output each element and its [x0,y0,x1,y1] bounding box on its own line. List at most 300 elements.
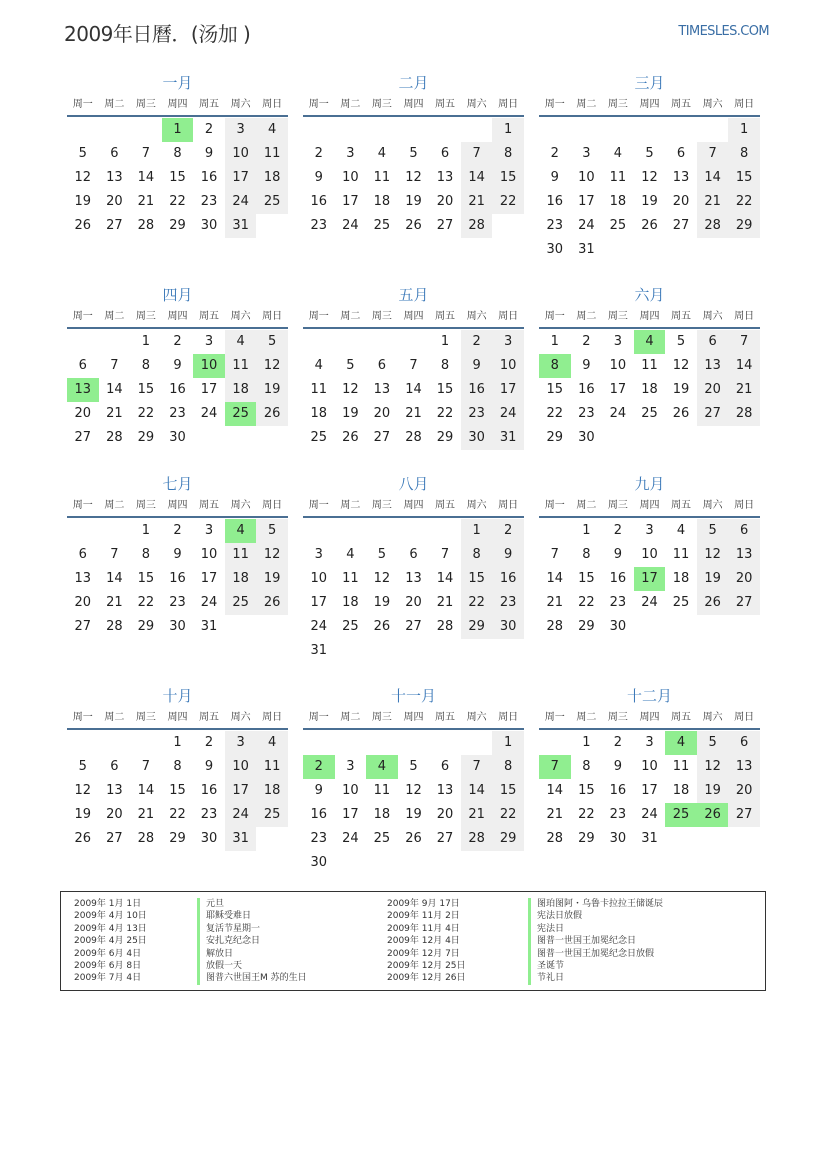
day-cell[interactable]: 8 [141,358,151,373]
day-cell[interactable]: 21 [728,378,760,402]
day-cell[interactable]: 8 [461,543,493,567]
day-cell[interactable]: 10 [492,354,524,378]
day-cell[interactable]: 25 [310,430,328,445]
day-cell[interactable]: 7 [110,547,119,562]
day-cell[interactable]: 8 [141,547,151,562]
day-cell[interactable]: 10 [342,170,359,185]
holiday-day-cell[interactable]: 13 [67,378,99,402]
day-cell[interactable]: 20 [74,595,92,610]
day-cell[interactable]: 18 [373,194,391,209]
day-cell[interactable]: 14 [106,382,123,397]
day-cell[interactable]: 7 [728,330,760,354]
day-cell[interactable]: 24 [225,803,257,827]
day-cell[interactable]: 5 [256,330,288,354]
day-cell[interactable]: 31 [200,619,218,634]
day-cell[interactable]: 20 [405,595,422,610]
day-cell[interactable]: 14 [137,783,155,798]
day-cell[interactable]: 2 [173,334,182,349]
day-cell[interactable]: 9 [550,170,559,185]
day-cell[interactable]: 17 [200,382,218,397]
day-cell[interactable]: 25 [256,190,288,214]
day-cell[interactable]: 3 [314,547,323,562]
day-cell[interactable]: 10 [200,547,218,562]
holiday-day-cell[interactable]: 26 [697,803,729,827]
day-cell[interactable]: 29 [728,214,760,238]
day-cell[interactable]: 11 [225,354,257,378]
day-cell[interactable]: 20 [728,779,760,803]
day-cell[interactable]: 16 [609,571,627,586]
day-cell[interactable]: 12 [74,783,92,798]
day-cell[interactable]: 16 [578,382,595,397]
day-cell[interactable]: 12 [74,170,92,185]
day-cell[interactable]: 6 [440,146,450,161]
day-cell[interactable]: 9 [173,547,182,562]
day-cell[interactable]: 27 [373,430,391,445]
day-cell[interactable]: 16 [310,807,328,822]
day-cell[interactable]: 1 [492,731,524,755]
day-cell[interactable]: 15 [578,571,595,586]
day-cell[interactable]: 11 [373,170,391,185]
day-cell[interactable]: 24 [200,595,218,610]
day-cell[interactable]: 19 [256,378,288,402]
day-cell[interactable]: 16 [492,567,524,591]
day-cell[interactable]: 10 [310,571,328,586]
day-cell[interactable]: 28 [546,619,564,634]
day-cell[interactable]: 26 [405,218,422,233]
day-cell[interactable]: 6 [409,547,418,562]
day-cell[interactable]: 30 [546,242,564,257]
day-cell[interactable]: 27 [728,803,760,827]
holiday-day-cell[interactable]: 4 [225,519,257,543]
day-cell[interactable]: 28 [405,430,422,445]
day-cell[interactable]: 22 [137,595,155,610]
day-cell[interactable]: 7 [697,142,729,166]
day-cell[interactable]: 1 [141,334,151,349]
day-cell[interactable]: 17 [200,571,218,586]
day-cell[interactable]: 8 [582,547,591,562]
day-cell[interactable]: 24 [342,831,359,846]
day-cell[interactable]: 6 [78,547,87,562]
day-cell[interactable]: 21 [405,406,422,421]
day-cell[interactable]: 12 [697,755,729,779]
day-cell[interactable]: 16 [200,170,218,185]
day-cell[interactable]: 27 [728,591,760,615]
day-cell[interactable]: 21 [436,595,454,610]
day-cell[interactable]: 19 [373,595,391,610]
day-cell[interactable]: 18 [672,571,690,586]
day-cell[interactable]: 11 [672,547,690,562]
day-cell[interactable]: 28 [728,402,760,426]
day-cell[interactable]: 31 [225,827,257,851]
day-cell[interactable]: 19 [405,194,422,209]
day-cell[interactable]: 14 [436,571,454,586]
day-cell[interactable]: 6 [728,519,760,543]
day-cell[interactable]: 27 [106,218,123,233]
day-cell[interactable]: 14 [728,354,760,378]
day-cell[interactable]: 13 [672,170,690,185]
day-cell[interactable]: 20 [697,378,729,402]
day-cell[interactable]: 4 [256,118,288,142]
day-cell[interactable]: 13 [436,170,454,185]
holiday-day-cell[interactable]: 8 [539,354,571,378]
day-cell[interactable]: 20 [436,194,454,209]
day-cell[interactable]: 29 [137,619,155,634]
day-cell[interactable]: 10 [342,783,359,798]
day-cell[interactable]: 18 [373,807,391,822]
day-cell[interactable]: 28 [461,214,493,238]
day-cell[interactable]: 3 [645,735,654,750]
day-cell[interactable]: 16 [546,194,564,209]
day-cell[interactable]: 17 [492,378,524,402]
day-cell[interactable]: 19 [697,567,729,591]
day-cell[interactable]: 14 [461,779,493,803]
day-cell[interactable]: 2 [550,146,559,161]
day-cell[interactable]: 13 [106,170,123,185]
day-cell[interactable]: 19 [256,567,288,591]
holiday-day-cell[interactable]: 4 [634,330,666,354]
day-cell[interactable]: 22 [492,803,524,827]
day-cell[interactable]: 15 [137,382,155,397]
holiday-day-cell[interactable]: 1 [162,118,194,142]
day-cell[interactable]: 21 [106,595,123,610]
day-cell[interactable]: 1 [728,118,760,142]
day-cell[interactable]: 27 [436,218,454,233]
day-cell[interactable]: 2 [314,146,323,161]
day-cell[interactable]: 6 [697,330,729,354]
day-cell[interactable]: 24 [641,807,658,822]
day-cell[interactable]: 2 [582,334,591,349]
day-cell[interactable]: 14 [697,166,729,190]
day-cell[interactable]: 3 [204,334,214,349]
day-cell[interactable]: 20 [74,406,92,421]
day-cell[interactable]: 21 [461,190,493,214]
day-cell[interactable]: 22 [169,194,186,209]
day-cell[interactable]: 15 [492,779,524,803]
day-cell[interactable]: 3 [582,146,591,161]
day-cell[interactable]: 27 [106,831,123,846]
day-cell[interactable]: 3 [204,523,214,538]
day-cell[interactable]: 28 [461,827,493,851]
day-cell[interactable]: 31 [641,831,658,846]
day-cell[interactable]: 28 [137,831,155,846]
day-cell[interactable]: 12 [256,543,288,567]
day-cell[interactable]: 28 [546,831,564,846]
day-cell[interactable]: 29 [578,831,595,846]
day-cell[interactable]: 1 [173,735,182,750]
day-cell[interactable]: 30 [609,619,627,634]
day-cell[interactable]: 11 [373,783,391,798]
day-cell[interactable]: 14 [405,382,422,397]
day-cell[interactable]: 4 [377,146,387,161]
day-cell[interactable]: 17 [225,779,257,803]
day-cell[interactable]: 17 [342,807,359,822]
day-cell[interactable]: 8 [492,755,524,779]
day-cell[interactable]: 27 [697,402,729,426]
day-cell[interactable]: 8 [492,142,524,166]
day-cell[interactable]: 27 [74,619,92,634]
day-cell[interactable]: 31 [578,242,595,257]
day-cell[interactable]: 25 [373,831,391,846]
day-cell[interactable]: 25 [373,218,391,233]
day-cell[interactable]: 23 [169,595,186,610]
day-cell[interactable]: 14 [546,783,564,798]
day-cell[interactable]: 1 [461,519,493,543]
day-cell[interactable]: 13 [405,571,422,586]
day-cell[interactable]: 12 [373,571,391,586]
day-cell[interactable]: 15 [578,783,595,798]
day-cell[interactable]: 12 [641,170,658,185]
day-cell[interactable]: 5 [78,146,87,161]
day-cell[interactable]: 8 [173,759,182,774]
day-cell[interactable]: 11 [225,543,257,567]
day-cell[interactable]: 28 [697,214,729,238]
holiday-day-cell[interactable]: 7 [539,755,571,779]
day-cell[interactable]: 15 [492,166,524,190]
day-cell[interactable]: 29 [461,615,493,639]
day-cell[interactable]: 13 [728,543,760,567]
day-cell[interactable]: 26 [672,406,690,421]
day-cell[interactable]: 5 [645,146,654,161]
day-cell[interactable]: 17 [578,194,595,209]
day-cell[interactable]: 23 [609,595,627,610]
day-cell[interactable]: 3 [346,146,355,161]
day-cell[interactable]: 23 [461,402,493,426]
day-cell[interactable]: 23 [200,807,218,822]
day-cell[interactable]: 30 [609,831,627,846]
day-cell[interactable]: 18 [225,567,257,591]
day-cell[interactable]: 26 [373,619,391,634]
day-cell[interactable]: 24 [578,218,595,233]
day-cell[interactable]: 17 [310,595,328,610]
day-cell[interactable]: 26 [641,218,658,233]
day-cell[interactable]: 9 [613,547,623,562]
day-cell[interactable]: 16 [609,783,627,798]
day-cell[interactable]: 22 [169,807,186,822]
day-cell[interactable]: 17 [609,382,627,397]
day-cell[interactable]: 15 [436,382,454,397]
day-cell[interactable]: 4 [346,547,355,562]
day-cell[interactable]: 26 [697,591,729,615]
day-cell[interactable]: 19 [74,194,92,209]
day-cell[interactable]: 14 [106,571,123,586]
day-cell[interactable]: 22 [436,406,454,421]
day-cell[interactable]: 5 [697,731,729,755]
day-cell[interactable]: 9 [492,543,524,567]
day-cell[interactable]: 8 [728,142,760,166]
day-cell[interactable]: 11 [672,759,690,774]
day-cell[interactable]: 28 [106,430,123,445]
day-cell[interactable]: 12 [342,382,359,397]
day-cell[interactable]: 19 [405,807,422,822]
day-cell[interactable]: 23 [492,591,524,615]
day-cell[interactable]: 24 [492,402,524,426]
day-cell[interactable]: 13 [728,755,760,779]
day-cell[interactable]: 7 [440,547,450,562]
day-cell[interactable]: 15 [728,166,760,190]
day-cell[interactable]: 4 [314,358,323,373]
day-cell[interactable]: 23 [200,194,218,209]
day-cell[interactable]: 10 [609,358,627,373]
day-cell[interactable]: 4 [676,523,686,538]
day-cell[interactable]: 5 [346,358,355,373]
day-cell[interactable]: 12 [405,783,422,798]
day-cell[interactable]: 18 [641,382,658,397]
day-cell[interactable]: 29 [137,430,155,445]
day-cell[interactable]: 13 [106,783,123,798]
day-cell[interactable]: 6 [78,358,87,373]
day-cell[interactable]: 20 [106,807,123,822]
day-cell[interactable]: 5 [256,519,288,543]
day-cell[interactable]: 7 [461,755,493,779]
day-cell[interactable]: 30 [461,426,493,450]
day-cell[interactable]: 4 [613,146,623,161]
day-cell[interactable]: 24 [342,218,359,233]
day-cell[interactable]: 16 [200,783,218,798]
day-cell[interactable]: 16 [461,378,493,402]
day-cell[interactable]: 9 [204,759,214,774]
day-cell[interactable]: 26 [342,430,359,445]
day-cell[interactable]: 18 [342,595,359,610]
day-cell[interactable]: 17 [225,166,257,190]
day-cell[interactable]: 25 [672,595,690,610]
day-cell[interactable]: 24 [225,190,257,214]
day-cell[interactable]: 29 [169,831,186,846]
holiday-day-cell[interactable]: 25 [665,803,697,827]
day-cell[interactable]: 2 [461,330,493,354]
day-cell[interactable]: 5 [676,334,686,349]
day-cell[interactable]: 30 [310,855,328,870]
day-cell[interactable]: 30 [169,430,186,445]
day-cell[interactable]: 20 [672,194,690,209]
day-cell[interactable]: 28 [106,619,123,634]
day-cell[interactable]: 26 [256,591,288,615]
day-cell[interactable]: 19 [74,807,92,822]
day-cell[interactable]: 6 [110,759,119,774]
day-cell[interactable]: 4 [225,330,257,354]
day-cell[interactable]: 3 [225,731,257,755]
day-cell[interactable]: 22 [578,595,595,610]
day-cell[interactable]: 7 [550,547,559,562]
day-cell[interactable]: 12 [697,543,729,567]
day-cell[interactable]: 9 [461,354,493,378]
day-cell[interactable]: 9 [314,170,323,185]
day-cell[interactable]: 14 [546,571,564,586]
day-cell[interactable]: 11 [641,358,658,373]
holiday-day-cell[interactable]: 4 [366,755,398,779]
day-cell[interactable]: 22 [728,190,760,214]
day-cell[interactable]: 13 [436,783,454,798]
day-cell[interactable]: 17 [641,783,658,798]
day-cell[interactable]: 14 [461,166,493,190]
day-cell[interactable]: 20 [373,406,391,421]
day-cell[interactable]: 24 [609,406,627,421]
day-cell[interactable]: 2 [204,735,214,750]
day-cell[interactable]: 2 [613,523,623,538]
day-cell[interactable]: 23 [310,831,328,846]
day-cell[interactable]: 23 [169,406,186,421]
day-cell[interactable]: 8 [173,146,182,161]
day-cell[interactable]: 26 [405,831,422,846]
day-cell[interactable]: 10 [641,759,658,774]
day-cell[interactable]: 3 [346,759,355,774]
day-cell[interactable]: 21 [546,807,564,822]
day-cell[interactable]: 21 [106,406,123,421]
day-cell[interactable]: 2 [613,735,623,750]
day-cell[interactable]: 26 [256,402,288,426]
day-cell[interactable]: 10 [225,142,257,166]
day-cell[interactable]: 31 [225,214,257,238]
day-cell[interactable]: 30 [200,218,218,233]
day-cell[interactable]: 3 [225,118,257,142]
day-cell[interactable]: 20 [436,807,454,822]
day-cell[interactable]: 22 [461,591,493,615]
day-cell[interactable]: 15 [546,382,564,397]
day-cell[interactable]: 12 [405,170,422,185]
day-cell[interactable]: 14 [137,170,155,185]
day-cell[interactable]: 3 [492,330,524,354]
day-cell[interactable]: 17 [342,194,359,209]
day-cell[interactable]: 27 [74,430,92,445]
day-cell[interactable]: 4 [256,731,288,755]
day-cell[interactable]: 11 [256,755,288,779]
day-cell[interactable]: 5 [409,759,418,774]
day-cell[interactable]: 1 [550,334,559,349]
day-cell[interactable]: 22 [578,807,595,822]
day-cell[interactable]: 18 [310,406,328,421]
day-cell[interactable]: 31 [310,643,328,658]
day-cell[interactable]: 22 [546,406,564,421]
day-cell[interactable]: 6 [110,146,119,161]
day-cell[interactable]: 1 [582,735,591,750]
day-cell[interactable]: 18 [225,378,257,402]
day-cell[interactable]: 25 [641,406,658,421]
day-cell[interactable]: 29 [546,430,564,445]
day-cell[interactable]: 10 [225,755,257,779]
day-cell[interactable]: 1 [141,523,151,538]
day-cell[interactable]: 24 [310,619,328,634]
day-cell[interactable]: 19 [342,406,359,421]
day-cell[interactable]: 19 [672,382,690,397]
day-cell[interactable]: 29 [492,827,524,851]
day-cell[interactable]: 21 [546,595,564,610]
day-cell[interactable]: 12 [672,358,690,373]
day-cell[interactable]: 15 [169,783,186,798]
day-cell[interactable]: 11 [310,382,328,397]
day-cell[interactable]: 6 [440,759,450,774]
day-cell[interactable]: 7 [110,358,119,373]
day-cell[interactable]: 2 [492,519,524,543]
day-cell[interactable]: 12 [256,354,288,378]
day-cell[interactable]: 13 [373,382,391,397]
day-cell[interactable]: 2 [173,523,182,538]
day-cell[interactable]: 30 [578,430,595,445]
day-cell[interactable]: 18 [256,779,288,803]
day-cell[interactable]: 18 [256,166,288,190]
day-cell[interactable]: 25 [609,218,627,233]
day-cell[interactable]: 27 [436,831,454,846]
day-cell[interactable]: 20 [106,194,123,209]
day-cell[interactable]: 7 [141,146,151,161]
day-cell[interactable]: 15 [169,170,186,185]
day-cell[interactable]: 23 [578,406,595,421]
day-cell[interactable]: 10 [641,547,658,562]
day-cell[interactable]: 11 [609,170,627,185]
day-cell[interactable]: 27 [405,619,422,634]
holiday-day-cell[interactable]: 4 [665,731,697,755]
day-cell[interactable]: 16 [169,571,186,586]
day-cell[interactable]: 3 [645,523,654,538]
holiday-day-cell[interactable]: 17 [634,567,666,591]
